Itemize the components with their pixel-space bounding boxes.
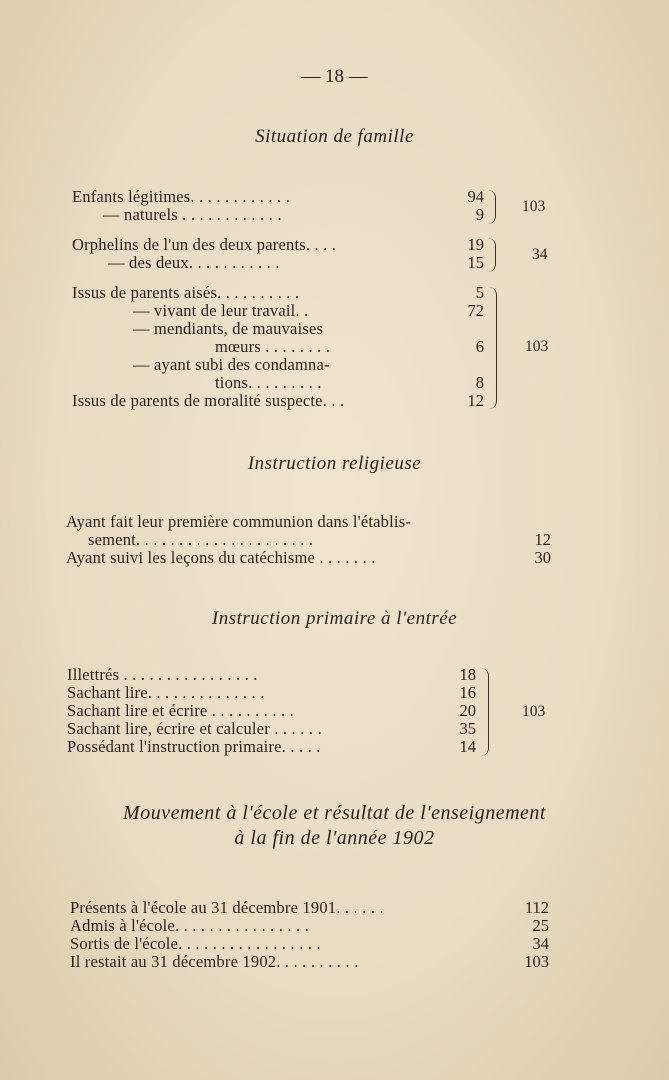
mouvement-row-label: Sortis de l'école. . . . . . . . . . . . . . . . .	[70, 934, 321, 953]
famille-row-label: Issus de parents de moralité suspecte. . .	[72, 391, 345, 410]
primaire-row-label: Sachant lire et écrire . . . . . . . . . .	[67, 701, 294, 720]
mouvement-row-label: Présents à l'école au 31 décembre 1901. . . . . .	[70, 898, 384, 917]
famille-row-label: tions. . . . . . . . .	[215, 373, 322, 392]
famille-row-label: Orphelins de l'un des deux parents. . . .	[72, 235, 337, 254]
famille-row-label: Enfants légitimes. . . . . . . . . . . .	[72, 187, 290, 206]
famille-row-value: 5	[475, 283, 484, 302]
mouvement-row-label: Admis à l'école. . . . . . . . . . . . . . . .	[70, 916, 310, 935]
famille-row-value: 72	[467, 301, 484, 320]
religieuse-row-label: Ayant suivi les leçons du catéchisme . . . . . . .	[66, 548, 376, 567]
religieuse-row-label: Ayant fait leur première communion dans l'établis-	[66, 512, 412, 531]
section-title-famille: Situation de famille	[255, 126, 414, 147]
primaire-row-value: 35	[459, 719, 476, 738]
religieuse-row-value: 12	[534, 530, 551, 549]
religieuse-row-label: sement. . . . . . . . . . . . . . . . . . . . .	[88, 530, 314, 549]
mouvement-row-value: 112	[524, 898, 549, 917]
famille-row-value: 15	[467, 253, 484, 272]
famille-row-value: 94	[467, 187, 484, 206]
section-title-mouvement: Mouvement à l'école et résultat de l'enseignement	[123, 802, 546, 824]
section-title-primaire: Instruction primaire à l'entrée	[211, 608, 458, 629]
mouvement-row-value: 34	[532, 934, 549, 953]
famille-row-value: 8	[475, 373, 484, 392]
primaire-row-label: Sachant lire, écrire et calculer . . . . . .	[67, 719, 322, 738]
famille-row-label: — vivant de leur travail. .	[133, 301, 309, 320]
brace	[488, 238, 496, 272]
brace	[488, 287, 497, 409]
famille-row-label: Issus de parents aisés. . . . . . . . . .	[72, 283, 300, 302]
brace	[480, 668, 489, 756]
primaire-row-value: 18	[459, 665, 476, 684]
mouvement-row-value: 25	[532, 916, 549, 935]
mouvement-row-label: Il restait au 31 décembre 1902. . . . . . . . . .	[70, 952, 359, 971]
famille-row-value: 12	[467, 391, 484, 410]
primaire-total: 103	[522, 703, 546, 720]
brace	[488, 190, 496, 224]
mouvement-row-value: 103	[524, 952, 549, 971]
famille-row-value: 19	[467, 235, 484, 254]
famille-row-label: — des deux. . . . . . . . . . .	[108, 253, 280, 272]
famille-row-value: 9	[475, 205, 484, 224]
religieuse-row-value: 30	[534, 548, 551, 567]
section-subtitle-mouvement: à la fin de l'année 1902	[234, 827, 435, 849]
famille-row-label: mœurs . . . . . . . .	[215, 337, 331, 356]
famille-total: 103	[522, 198, 546, 215]
famille-total: 34	[532, 246, 548, 263]
primaire-row-value: 20	[459, 701, 476, 720]
primaire-row-label: Possédant l'instruction primaire. . . . .	[67, 737, 321, 756]
famille-total: 103	[525, 338, 549, 355]
page-number: — 18 —	[301, 66, 368, 87]
primaire-row-value: 16	[459, 683, 476, 702]
famille-row-value: 6	[475, 337, 484, 356]
famille-row-label: — naturels . . . . . . . . . . . .	[103, 205, 282, 224]
section-title-religieuse: Instruction religieuse	[247, 453, 422, 474]
famille-row-label: — mendiants, de mauvaises	[133, 319, 324, 338]
primaire-row-value: 14	[459, 737, 476, 756]
primaire-row-label: Illettrés . . . . . . . . . . . . . . . .	[67, 665, 258, 684]
famille-row-label: — ayant subi des condamna-	[133, 355, 330, 374]
primaire-row-label: Sachant lire. . . . . . . . . . . . . .	[67, 683, 265, 702]
